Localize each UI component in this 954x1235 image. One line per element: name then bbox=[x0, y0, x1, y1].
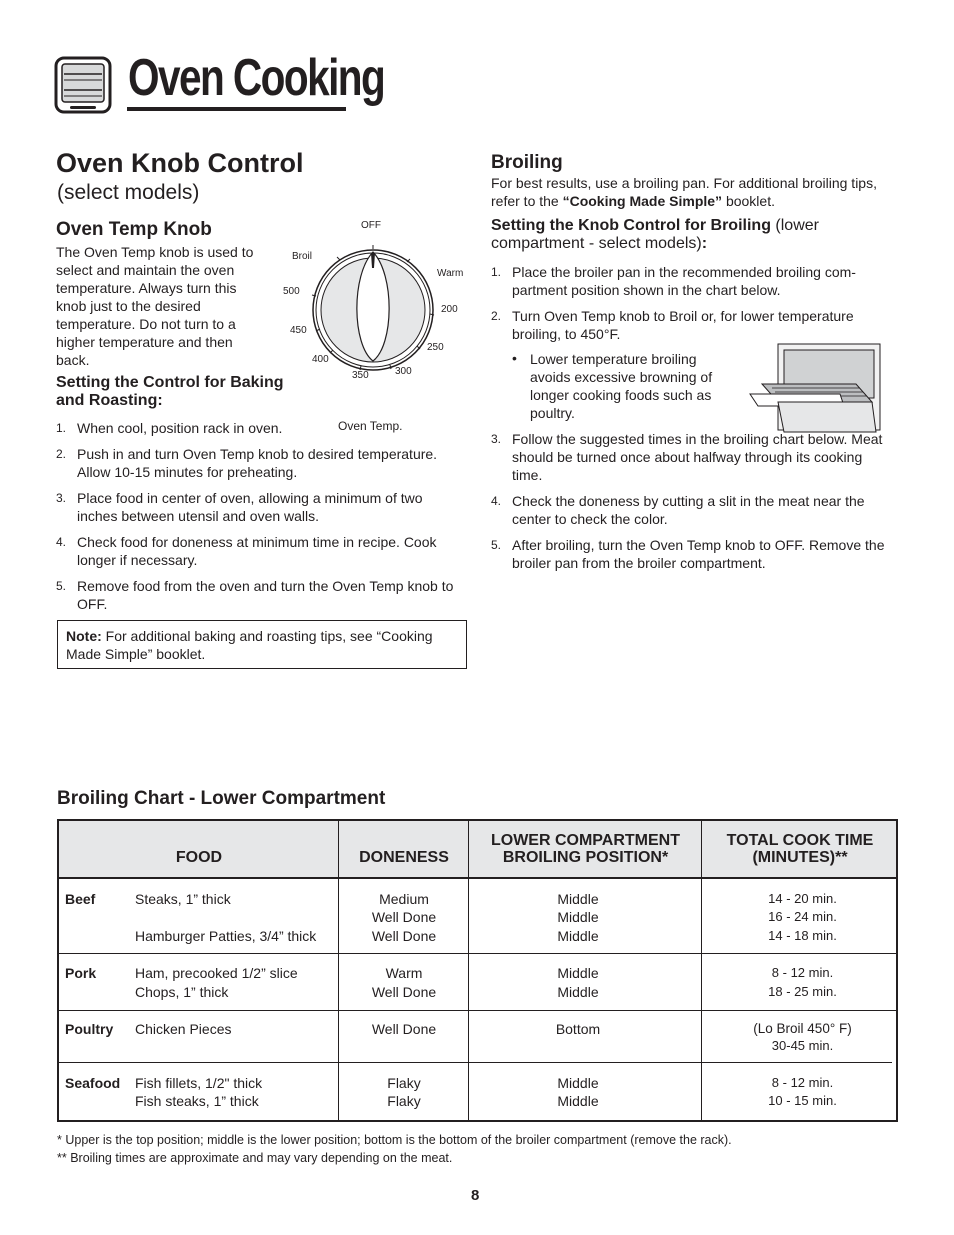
doneness-value: Flaky bbox=[387, 1075, 421, 1091]
col-header-position: LOWER COMPARTMENT BROILING POSITION* bbox=[490, 832, 680, 866]
baking-steps bbox=[56, 419, 466, 621]
oven-icon bbox=[54, 56, 112, 121]
knob-heading: Oven Temp Knob bbox=[56, 219, 212, 240]
broiling-step bbox=[491, 263, 886, 299]
broiling-step bbox=[491, 492, 886, 528]
page-header-title: Oven Cooking bbox=[128, 49, 385, 107]
broiling-intro-text: For best results, use a broiling pan. For additional broiling tips, refer to the bbox=[491, 175, 877, 209]
step-text: Check the doneness by cutting a slit in the meat near the center to check the color. bbox=[512, 493, 865, 527]
step-number: 1. bbox=[491, 265, 502, 279]
knob-description: The Oven Temp knob is used to select and maintain the oven temperature. Always turn this knob just to the desired temperature. Do not turn to a higher temperature and then back. bbox=[56, 244, 254, 368]
knob-label-400: 400 bbox=[312, 354, 329, 365]
food-item: Steaks, 1” thick bbox=[135, 891, 231, 907]
baking-step bbox=[56, 533, 466, 569]
food-item: Chops, 1” thick bbox=[135, 984, 229, 1000]
step-text: After broiling, turn the Oven Temp knob to OFF. Remove the broiler pan from the broiler compartment. bbox=[512, 537, 885, 571]
knob-label-200: 200 bbox=[441, 304, 458, 315]
step-number: 5. bbox=[491, 538, 502, 552]
broiling-setting-heading bbox=[491, 217, 901, 253]
broiling-setting-colon: : bbox=[701, 235, 708, 252]
baking-setting-heading: Setting the Control for Baking and Roasting: bbox=[56, 374, 284, 409]
position-value: Middle bbox=[557, 891, 599, 907]
time-value: 18 - 25 min. bbox=[768, 984, 837, 999]
broiling-step bbox=[491, 536, 886, 572]
doneness-value: Well Done bbox=[371, 1021, 437, 1037]
step-text: Place the broiler pan in the recommended broiling com-partment position shown in the chart below. bbox=[512, 264, 856, 298]
col-header-doneness: DONENESS bbox=[359, 849, 449, 866]
col-header-time: TOTAL COOK TIME (MINUTES)** bbox=[726, 832, 874, 866]
position-value: Middle bbox=[557, 965, 599, 981]
step-number: 4. bbox=[56, 535, 67, 549]
table-header bbox=[59, 821, 896, 879]
position-value: Middle bbox=[557, 1075, 599, 1091]
step-number: 5. bbox=[56, 579, 67, 593]
row-divider bbox=[59, 1062, 892, 1063]
step-number: 2. bbox=[491, 309, 502, 323]
time-value: 16 - 24 min. bbox=[768, 909, 837, 924]
broiling-setting-bold: Setting the Knob Control for Broiling bbox=[491, 217, 771, 234]
knob-label-500: 500 bbox=[283, 286, 300, 297]
broiling-setting-rest: (lower compartment - select models) bbox=[491, 217, 819, 252]
knob-caption: Oven Temp. bbox=[338, 419, 403, 433]
step-text: Check food for doneness at minimum time in recipe. Cook longer if necessary. bbox=[77, 534, 437, 568]
time-value: 10 - 15 min. bbox=[768, 1093, 837, 1108]
broiling-chart-table bbox=[57, 819, 898, 1122]
category-pork: Pork bbox=[65, 965, 97, 981]
step-text: Place food in center of oven, allowing a minimum of two inches between utensil and oven walls. bbox=[77, 490, 423, 524]
broiling-step bbox=[491, 430, 886, 484]
time-value: 14 - 20 min. bbox=[768, 891, 837, 906]
broiling-step bbox=[491, 307, 886, 343]
knob-label-broil: Broil bbox=[292, 251, 313, 262]
knob-label-450: 450 bbox=[290, 325, 307, 336]
doneness-value: Flaky bbox=[387, 1093, 421, 1109]
position-value: Middle bbox=[557, 1093, 599, 1109]
step-text: Remove food from the oven and turn the Oven Temp knob to OFF. bbox=[77, 578, 454, 612]
section-title: Oven Knob Control bbox=[56, 148, 304, 178]
header-rule bbox=[127, 107, 346, 111]
food-item: Fish fillets, 1/2" thick bbox=[135, 1075, 263, 1091]
food-item: Fish steaks, 1” thick bbox=[135, 1093, 259, 1109]
food-item: Hamburger Patties, 3/4” thick bbox=[135, 928, 317, 944]
broiling-intro-end: booklet. bbox=[722, 193, 775, 209]
category-beef: Beef bbox=[65, 891, 96, 907]
doneness-value: Well Done bbox=[371, 909, 437, 925]
step-number: 1. bbox=[56, 421, 67, 435]
baking-step bbox=[56, 489, 466, 525]
knob-label-350: 350 bbox=[352, 370, 369, 381]
footnote-position: * Upper is the top position; middle is the lower position; bottom is the bottom of the broiler compartment (remove the rack). bbox=[57, 1133, 732, 1147]
time-value: 30-45 min. bbox=[771, 1038, 834, 1053]
note-box bbox=[57, 620, 467, 669]
chart-title: Broiling Chart - Lower Compartment bbox=[57, 788, 386, 809]
doneness-value: Well Done bbox=[371, 984, 437, 1000]
knob-label-300: 300 bbox=[395, 366, 412, 377]
knob-label-warm: Warm bbox=[437, 268, 464, 279]
step-text: Turn Oven Temp knob to Broil or, for lower temperature broiling, to 450°F. bbox=[512, 308, 854, 342]
step-text: Push in and turn Oven Temp knob to desired temperature. Allow 10-15 minutes for preheating. bbox=[77, 446, 438, 480]
time-value: (Lo Broil 450° F) bbox=[753, 1021, 852, 1036]
booklet-name: “Cooking Made Simple” bbox=[562, 193, 723, 209]
note-text: For additional baking and roasting tips, see “Cooking Made Simple” booklet. bbox=[66, 628, 433, 662]
step-number: 2. bbox=[56, 447, 67, 461]
broiling-steps-1-2 bbox=[491, 263, 886, 351]
doneness-value: Well Done bbox=[371, 928, 437, 944]
row-divider bbox=[59, 1010, 898, 1011]
position-value: Bottom bbox=[555, 1021, 601, 1037]
position-value: Middle bbox=[557, 928, 599, 944]
step-text: Follow the suggested times in the broiling chart below. Meat should be turned once about halfway through its cooking time. bbox=[512, 431, 883, 483]
col-header-food: FOOD bbox=[175, 849, 223, 866]
knob-label-250: 250 bbox=[427, 342, 444, 353]
time-value: 8 - 12 min. bbox=[771, 965, 834, 980]
step-text: When cool, position rack in oven. bbox=[77, 420, 283, 436]
broiling-intro bbox=[491, 174, 903, 210]
row-divider bbox=[59, 953, 898, 954]
position-value: Middle bbox=[557, 984, 599, 1000]
category-seafood: Seafood bbox=[65, 1075, 121, 1091]
broiling-heading: Broiling bbox=[491, 152, 563, 173]
broiling-steps-3-5 bbox=[491, 430, 886, 580]
step-number: 3. bbox=[56, 491, 67, 505]
food-item: Chicken Pieces bbox=[135, 1021, 232, 1037]
note-label: Note: bbox=[66, 628, 102, 644]
page-number: 8 bbox=[471, 1187, 480, 1204]
bullet-marker: • bbox=[512, 350, 517, 366]
category-poultry: Poultry bbox=[65, 1021, 114, 1037]
baking-step bbox=[56, 445, 466, 481]
step-number: 3. bbox=[491, 432, 502, 446]
time-value: 8 - 12 min. bbox=[771, 1075, 834, 1090]
knob-label-off: OFF bbox=[361, 220, 381, 231]
position-value: Middle bbox=[557, 909, 599, 925]
doneness-value: Warm bbox=[385, 965, 423, 981]
doneness-value: Medium bbox=[379, 891, 429, 907]
baking-step bbox=[56, 577, 466, 613]
section-subtitle: (select models) bbox=[57, 181, 200, 204]
footnote-times: ** Broiling times are approximate and may vary depending on the meat. bbox=[57, 1151, 453, 1165]
broiling-bullet: Lower temperature broiling avoids excessive browning of longer cooking foods such as poultry. bbox=[530, 351, 713, 421]
step-number: 4. bbox=[491, 494, 502, 508]
food-item: Ham, precooked 1/2” slice bbox=[135, 965, 298, 981]
time-value: 14 - 18 min. bbox=[768, 928, 837, 943]
oven-temp-knob-diagram bbox=[280, 215, 470, 440]
